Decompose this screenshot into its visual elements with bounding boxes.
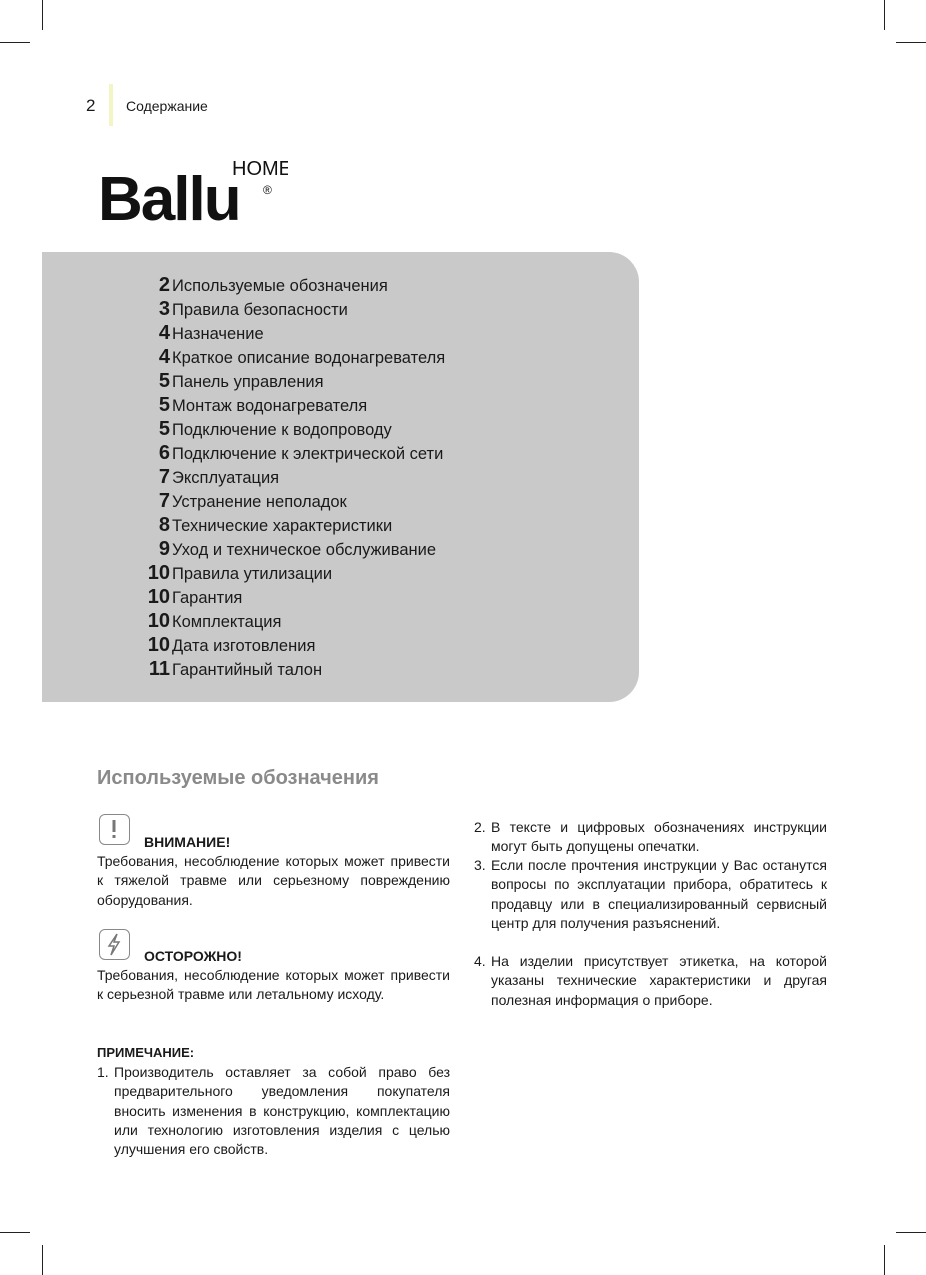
toc-title: Технические характеристики	[172, 517, 393, 535]
logo-reg: ®	[263, 183, 272, 197]
header-accent-bar	[109, 84, 113, 126]
toc-page-number: 9	[158, 538, 170, 560]
toc-title: Подключение к электрической сети	[172, 445, 444, 463]
toc-entry	[42, 274, 639, 298]
crop-mark	[0, 42, 30, 43]
toc-entry	[42, 514, 639, 538]
header-section-title: Содержание	[126, 98, 208, 114]
toc-entry	[42, 562, 639, 586]
toc-title: Правила утилизации	[172, 565, 333, 583]
crop-mark	[896, 42, 926, 43]
toc-title: Эксплуатация	[172, 469, 280, 487]
toc-entry	[42, 610, 639, 634]
caution-label: ОСТОРОЖНО!	[144, 948, 242, 964]
toc-title: Гарантийный талон	[172, 661, 323, 679]
note-number: 3.	[474, 857, 486, 873]
note-number: 4.	[474, 953, 486, 969]
crop-mark	[42, 0, 43, 30]
toc-entry	[42, 442, 639, 466]
logo-sub: HOME	[232, 158, 288, 180]
toc-page-number: 4	[158, 322, 170, 344]
toc-page-number: 10	[147, 562, 170, 584]
toc-title: Подключение к водопроводу	[172, 421, 392, 439]
note-number: 2.	[474, 819, 486, 835]
toc-page-number: 8	[158, 514, 170, 536]
note-label: ПРИМЕЧАНИЕ:	[97, 1045, 195, 1060]
note-text: Производитель оставляет за собой право без предварительного уведомления покупателя вносить изменения в конструкцию, комплектацию или технологию изготовления изделия с целью улучшения его свойств.	[114, 1064, 450, 1158]
toc-page-number: 7	[158, 466, 170, 488]
logo-brand: Ballu	[98, 165, 240, 225]
table-of-contents	[42, 252, 639, 702]
toc-title: Дата изготовления	[172, 637, 316, 655]
toc-page-number: 6	[158, 442, 170, 464]
toc-entry	[42, 658, 639, 682]
toc-entry	[42, 322, 639, 346]
crop-mark	[884, 1245, 885, 1275]
toc-title: Правила безопасности	[172, 301, 348, 319]
note-item	[474, 856, 827, 933]
toc-entry	[42, 490, 639, 514]
toc-entry	[42, 394, 639, 418]
warning-text: Требования, несоблюдение которых может привести к тяжелой травме или серьезному повреждению оборудования.	[97, 853, 450, 908]
exclamation-icon	[99, 814, 130, 845]
toc-title: Гарантия	[172, 589, 243, 607]
warning-label: ВНИМАНИЕ!	[144, 834, 231, 850]
toc-page-number: 10	[147, 586, 170, 608]
crop-mark	[0, 1232, 30, 1233]
note-text: На изделии присутствует этикетка, на которой указаны технические характеристики и другая полезная информация о приборе.	[491, 953, 827, 1008]
toc-page-number: 10	[147, 634, 170, 656]
note-number: 1.	[97, 1064, 109, 1080]
lightning-icon	[99, 929, 130, 960]
toc-title: Используемые обозначения	[172, 277, 388, 295]
toc-page-number: 3	[158, 298, 170, 320]
crop-mark	[896, 1232, 926, 1233]
caution-text: Требования, несоблюдение которых может привести к серьезной травме или летальному исходу.	[97, 967, 450, 1003]
note-text: Если после прочтения инструкции у Вас останутся вопросы по эксплуатации прибора, обратитесь к продавцу или в специализированный сервисный центр для получения разъяснений.	[491, 857, 827, 931]
toc-page-number: 7	[158, 490, 170, 512]
note-item	[97, 1063, 450, 1159]
toc-title: Монтаж водонагревателя	[172, 397, 368, 415]
note-item	[474, 952, 827, 1010]
toc-entry	[42, 418, 639, 442]
toc-page-number: 5	[158, 370, 170, 392]
toc-entry	[42, 298, 639, 322]
crop-mark	[884, 0, 885, 30]
section-title: Используемые обозначения	[97, 767, 379, 789]
toc-page-number: 11	[148, 658, 170, 680]
toc-title: Комплектация	[172, 613, 282, 631]
toc-page-number: 10	[147, 610, 170, 632]
toc-title: Краткое описание водонагревателя	[172, 349, 446, 367]
toc-title: Уход и техническое обслуживание	[172, 541, 437, 559]
toc-page-number: 5	[158, 394, 170, 416]
toc-title: Устранение неполадок	[172, 493, 347, 511]
toc-page-number: 5	[158, 418, 170, 440]
toc-entry	[42, 466, 639, 490]
toc-entry	[42, 346, 639, 370]
toc-page-number: 4	[158, 346, 170, 368]
toc-entry	[42, 370, 639, 394]
ballu-home-logo	[98, 150, 288, 230]
toc-entry	[42, 586, 639, 610]
toc-title: Назначение	[172, 325, 264, 343]
toc-entry	[42, 538, 639, 562]
toc-page-number: 2	[158, 274, 170, 296]
note-item	[474, 818, 827, 857]
toc-title: Панель управления	[172, 373, 324, 391]
crop-mark	[42, 1245, 43, 1275]
note-text: В тексте и цифровых обозначениях инструкции могут быть допущены опечатки.	[491, 819, 827, 855]
page-number: 2	[86, 96, 96, 115]
toc-entry	[42, 634, 639, 658]
